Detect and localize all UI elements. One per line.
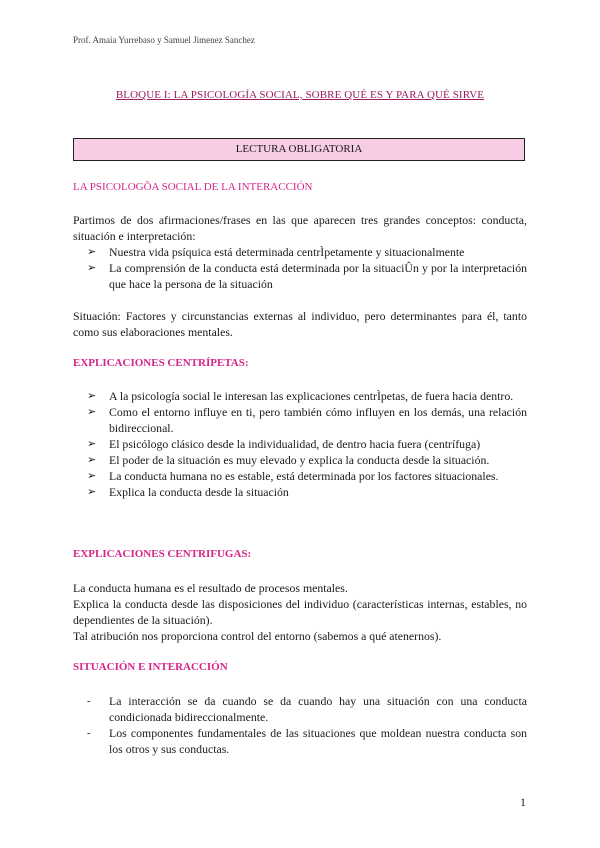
section-heading-interaction: LA PSICOLOGÕA SOCIAL DE LA INTERACCIÓN xyxy=(73,181,313,193)
section-heading-centripetal: EXPLICACIONES CENTRÍPETAS: xyxy=(73,357,249,369)
list-item: ➢ A la psicología social le interesan las explicaciones centrÌpetas, de fuera hacia dentro. xyxy=(87,389,514,403)
arrow-bullet-icon: ➢ xyxy=(87,454,97,466)
arrow-bullet-icon: ➢ xyxy=(87,470,97,482)
page-number: 1 xyxy=(520,795,526,809)
centrifugal-paragraph xyxy=(73,580,527,644)
list-item: ➢ Explica la conducta desde la situación xyxy=(87,485,289,499)
arrow-bullet-icon: ➢ xyxy=(87,390,97,402)
section-heading-situation-interaction: SITUACIÓN E INTERACCIÓN xyxy=(73,661,228,673)
dash-bullet-icon: - xyxy=(87,727,91,739)
intro-paragraph: Partimos de dos afirmaciones/frases en las que aparecen tres grandes conceptos: conducta, situación e interpretación: xyxy=(73,213,527,243)
situation-paragraph: Situación: Factores y circunstancias externas al individuo, pero determinantes para él, tanto como sus elaboraciones mentales. xyxy=(73,309,527,339)
list-item: - La interacción se da cuando se da cuando hay una situación con una conducta condicionada bidireccionalmente. xyxy=(87,694,527,724)
arrow-bullet-icon: ➢ xyxy=(87,406,97,418)
dash-bullet-icon: - xyxy=(87,695,91,707)
text-line: La conducta humana es el resultado de procesos mentales. xyxy=(73,581,348,595)
text-line: Tal atribución nos proporciona control del entorno (sabemos a qué atenernos). xyxy=(73,629,442,643)
arrow-bullet-icon: ➢ xyxy=(87,262,97,274)
list-item: - Los componentes fundamentales de las situaciones que moldean nuestra conducta son los otros y sus conductas. xyxy=(87,726,527,756)
page-title: BLOQUE I: LA PSICOLOGÍA SOCIAL, SOBRE QUÉ ES Y PARA QUÉ SIRVE xyxy=(115,89,485,101)
list-item: ➢ El poder de la situación es muy elevado y explica la conducta desde la situación. xyxy=(87,453,490,467)
list-item: ➢ La comprensión de la conducta está determinada por la situaciÛn y por la interpretación que hace la persona de la situación xyxy=(87,261,527,291)
text-line: Explica la conducta desde las disposiciones del individuo (características internas, estables, no dependientes de la situación). xyxy=(73,597,527,627)
list-item: ➢ El psicólogo clásico desde la individualidad, de dentro hacia fuera (centrífuga) xyxy=(87,437,481,451)
situation-bullet-list xyxy=(73,693,527,757)
interaction-bullet-list xyxy=(73,244,527,292)
list-item: ➢ La conducta humana no es estable, está determinada por los factores situacionales. xyxy=(87,469,499,483)
arrow-bullet-icon: ➢ xyxy=(87,438,97,450)
centripetal-bullet-list xyxy=(73,388,527,500)
section-heading-centrifugal: EXPLICACIONES CENTRIFUGAS: xyxy=(73,548,252,560)
arrow-bullet-icon: ➢ xyxy=(87,486,97,498)
list-item: ➢ Como el entorno influye en ti, pero también cómo influyen en los demás, una relación bidireccional. xyxy=(87,405,527,435)
page-header: Prof. Amaia Yurrebaso y Samuel Jimenez Sanchez xyxy=(73,35,255,45)
arrow-bullet-icon: ➢ xyxy=(87,246,97,258)
required-reading-box: LECTURA OBLIGATORIA xyxy=(73,138,525,161)
list-item: ➢ Nuestra vida psíquica está determinada centrÌpetamente y situacionalmente xyxy=(87,245,465,259)
